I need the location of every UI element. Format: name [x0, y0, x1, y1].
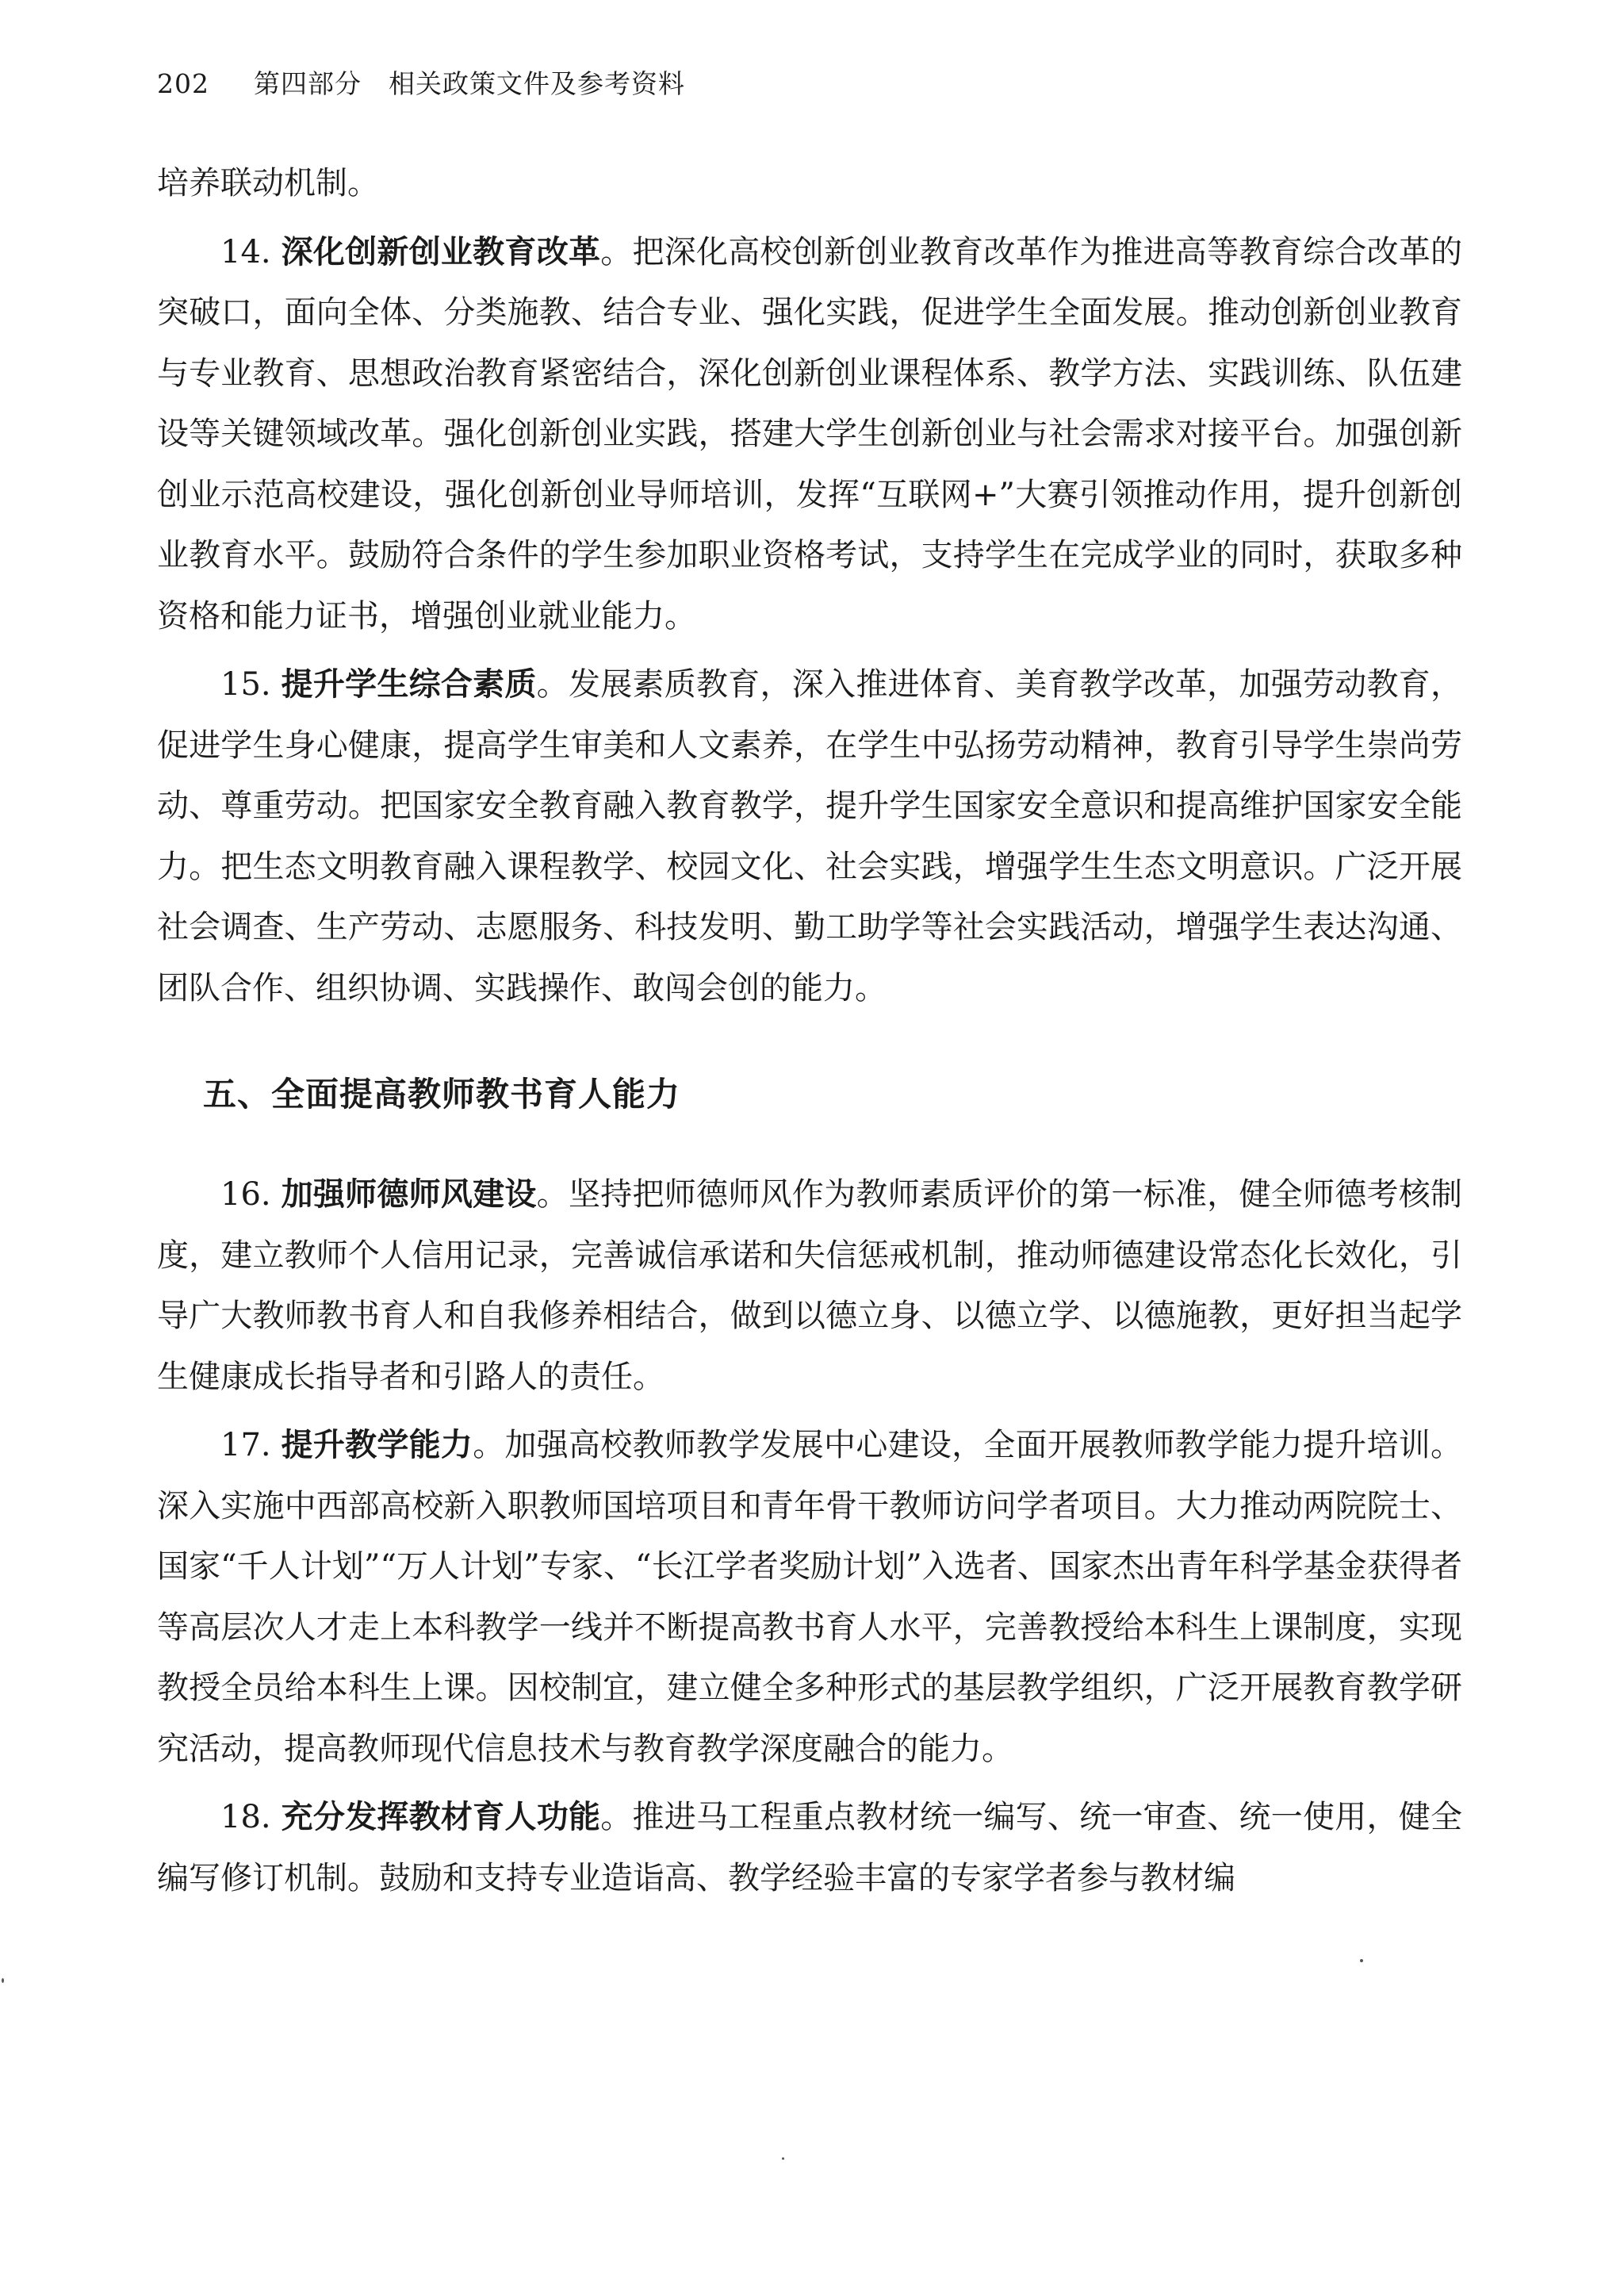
- item-number: 18.: [220, 1799, 271, 1835]
- intro-continuation: 培养联动机制。: [157, 165, 379, 201]
- item-heading: 深化创新创业教育改革: [281, 233, 601, 270]
- running-header: [157, 67, 685, 102]
- item-heading: 加强师德师风建设: [281, 1176, 537, 1213]
- item-text: 。推进马工程重点教材统一编写、统一审查、统一使用，健全编写修订机制。鼓励和支持专业造诣高、教学经验丰富的专家学者参与教材编: [157, 1799, 1463, 1896]
- item-number: 15.: [220, 666, 271, 703]
- scan-speck: [2, 1978, 4, 1983]
- item-number: 16.: [220, 1176, 271, 1213]
- item-15: [157, 654, 1462, 1018]
- item-14: [157, 222, 1462, 647]
- page-number: 202: [157, 68, 209, 99]
- part-title: 第四部分 相关政策文件及参考资料: [254, 68, 685, 99]
- item-18: [157, 1787, 1462, 1908]
- item-text: 。把深化高校创新创业教育改革作为推进高等教育综合改革的突破口，面向全体、分类施教、结合专业、强化实践，促进学生全面发展。推动创新创业教育与专业教育、思想政治教育紧密结合，深化创新创业课程体系、教学方法、实践训练、队伍建设等关键领域改革。强化创新创业实践，搭建大学生创新创业与社会需求对接平台。加强创新创业示范高校建设，强化创新创业导师培训，发挥“互联网+”大赛引领推动作用，提升创新创业教育水平。鼓励符合条件的学生参加职业资格考试，支持学生在完成学业的同时，获取多种资格和能力证书，增强创业就业能力。: [157, 233, 1463, 635]
- item-heading: 提升学生综合素质: [281, 666, 537, 703]
- item-heading: 充分发挥教材育人功能: [281, 1799, 601, 1835]
- body-text: [157, 153, 1462, 1908]
- item-heading: 提升教学能力: [281, 1427, 473, 1463]
- scan-speck: [782, 2157, 784, 2160]
- item-text: 。发展素质教育，深入推进体育、美育教学改革，加强劳动教育，促进学生身心健康，提高学生审美和人文素养，在学生中弘扬劳动精神，教育引导学生崇尚劳动、尊重劳动。把国家安全教育融入教育教学，提升学生国家安全意识和提高维护国家安全能力。把生态文明教育融入课程教学、校园文化、社会实践，增强学生生态文明意识。广泛开展社会调查、生产劳动、志愿服务、科技发明、勤工助学等社会实践活动，增强学生表达沟通、团队合作、组织协调、实践操作、敢闯会创的能力。: [157, 666, 1463, 1007]
- scan-speck: [1360, 1959, 1363, 1962]
- item-16: [157, 1164, 1462, 1407]
- item-text: 。坚持把师德师风作为教师素质评价的第一标准，健全师德考核制度，建立教师个人信用记录，完善诚信承诺和失信惩戒机制，推动师德建设常态化长效化，引导广大教师教书育人和自我修养相结合，做到以德立身、以德立学、以德施教，更好担当起学生健康成长指导者和引路人的责任。: [157, 1176, 1463, 1395]
- section-heading: 五、全面提高教师教书育人能力: [203, 1075, 681, 1114]
- item-17: [157, 1415, 1462, 1779]
- item-number: 14.: [220, 233, 271, 270]
- item-number: 17.: [220, 1427, 271, 1463]
- item-text: 。加强高校教师教学发展中心建设，全面开展教师教学能力提升培训。深入实施中西部高校新入职教师国培项目和青年骨干教师访问学者项目。大力推动两院院士、国家“千人计划”“万人计划”专家、“长江学者奖励计划”入选者、国家杰出青年科学基金获得者等高层次人才走上本科教学一线并不断提高教书育人水平，完善教授给本科生上课制度，实现教授全员给本科生上课。因校制宜，建立健全多种形式的基层教学组织，广泛开展教育教学研究活动，提高教师现代信息技术与教育教学深度融合的能力。: [157, 1427, 1463, 1767]
